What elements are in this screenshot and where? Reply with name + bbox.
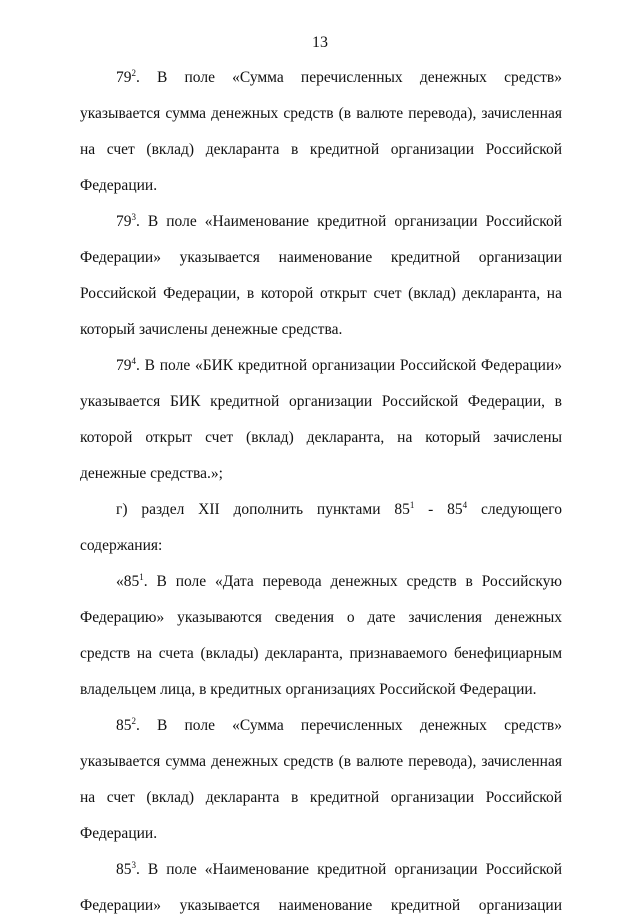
item-superscript: 2 bbox=[131, 716, 136, 726]
paragraph-mid: - 85 bbox=[414, 501, 463, 518]
item-superscript: 3 bbox=[131, 860, 136, 870]
item-superscript: 4 bbox=[131, 356, 136, 366]
page-number: 13 bbox=[312, 34, 328, 51]
paragraph-text: . В поле «Сумма перечисленных денежных средств» указывается сумма денежных средств (в валюте перевода), зачисленная на счет (вклад) декларанта в кредитной организации Российской Федерации. bbox=[80, 69, 562, 194]
document-body bbox=[80, 60, 562, 924]
range-end-superscript: 4 bbox=[462, 500, 468, 510]
paragraph-79-3 bbox=[80, 204, 562, 348]
item-number: 85 bbox=[116, 861, 132, 878]
paragraph-85-3 bbox=[80, 852, 562, 924]
item-superscript: 3 bbox=[131, 212, 136, 222]
item-superscript: 2 bbox=[131, 68, 136, 78]
paragraph-text: . В поле «Сумма перечисленных денежных средств» указывается сумма денежных средств (в валюте перевода), зачисленная на счет (вклад) декларанта в кредитной организации Российской Федерации. bbox=[80, 717, 562, 842]
paragraph-85-1 bbox=[80, 564, 562, 708]
item-number: «85 bbox=[116, 573, 140, 590]
paragraph-text: . В поле «Наименование кредитной организации Российской Федерации» указывается наименование кредитной организации Российской Федерации, в которой открыт счет (вклад) декларанта, на который зачислены денежные средства. bbox=[80, 213, 562, 338]
paragraph-85-2 bbox=[80, 708, 562, 852]
paragraph-text: . В поле «Дата перевода денежных средств в Российскую Федерацию» указываются сведения о дате зачисления денежных средств на счета (вклады) декларанта, признаваемого бенефициарным владельцем лица, в кредитных организациях Российской Федерации. bbox=[80, 573, 562, 698]
paragraph-text: . В поле «Наименование кредитной организации Российской Федерации» указывается наименование кредитной организации bbox=[80, 861, 562, 914]
item-number: 85 bbox=[116, 717, 132, 734]
item-number: 79 bbox=[116, 213, 132, 230]
item-number: 79 bbox=[116, 69, 132, 86]
paragraph-lead: г) раздел XII дополнить пунктами 85 bbox=[116, 501, 410, 518]
range-start-superscript: 1 bbox=[409, 500, 415, 510]
paragraph-tail: следующего содержания: bbox=[80, 501, 562, 554]
item-superscript: 1 bbox=[139, 572, 144, 582]
paragraph-79-4 bbox=[80, 348, 562, 492]
paragraph-text: . В поле «БИК кредитной организации Российской Федерации» указывается БИК кредитной организации Российской Федерации, в которой открыт счет (вклад) декларанта, на который зачислены денежные средства.»; bbox=[80, 357, 562, 482]
paragraph-section-xii bbox=[80, 492, 562, 564]
item-number: 79 bbox=[116, 357, 132, 374]
paragraph-79-2 bbox=[80, 60, 562, 204]
